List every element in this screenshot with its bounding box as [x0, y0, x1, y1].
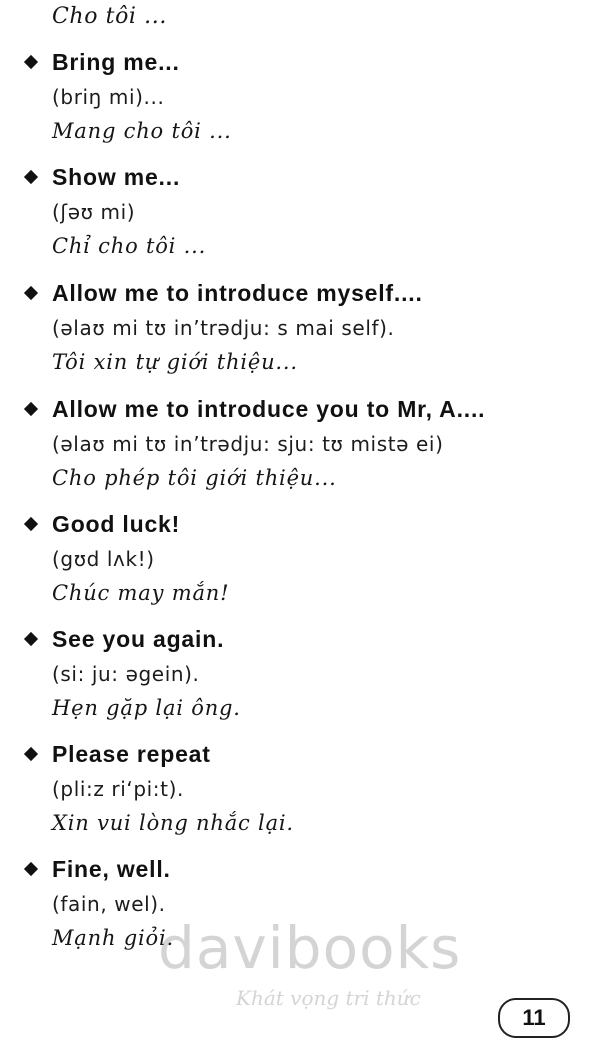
english-phrase: Fine, well.	[52, 855, 171, 882]
pronunciation: (fain, wel).	[52, 892, 166, 916]
pronunciation: (ʃəʊ mi)	[52, 200, 136, 224]
english-phrase: Allow me to introduce you to Mr, A....	[52, 395, 486, 422]
english-phrase: See you again.	[52, 625, 225, 652]
diamond-bullet-icon	[24, 862, 38, 876]
watermark-tagline: Khát vọng tri thức	[236, 986, 421, 1010]
pronunciation: (si: ju: əgein).	[52, 662, 200, 686]
page-number-badge	[498, 998, 570, 1038]
vietnamese-translation: Cho phép tôi giới thiệu...	[52, 466, 337, 490]
vietnamese-translation: Chỉ cho tôi ...	[52, 234, 207, 258]
pronunciation: (əlaʊ mi tʊ in’trədju: s mai self).	[52, 316, 395, 340]
entry-headline	[26, 393, 586, 425]
diamond-bullet-icon	[24, 747, 38, 761]
pronunciation: (gʊd lʌk!)	[52, 547, 155, 571]
entry-headline	[26, 623, 586, 655]
diamond-bullet-icon	[24, 402, 38, 416]
phrase-entry-good-luck	[26, 508, 586, 610]
english-phrase: Bring me...	[52, 48, 180, 75]
pronunciation: (pli:z ri‘pi:t).	[52, 777, 184, 801]
phrase-entry-show-me	[26, 161, 586, 263]
diamond-bullet-icon	[24, 632, 38, 646]
phrase-entry-introduce-myself	[26, 277, 586, 379]
entry-headline	[26, 853, 586, 885]
phrase-entry-please-repeat	[26, 738, 586, 840]
phrase-entry-introduce-you	[26, 393, 586, 495]
diamond-bullet-icon	[24, 170, 38, 184]
entry-headline	[26, 508, 586, 540]
watermark-brand: davibooks	[158, 914, 462, 982]
vietnamese-translation: Chúc may mắn!	[52, 581, 230, 605]
entry-headline	[26, 161, 586, 193]
diamond-bullet-icon	[24, 517, 38, 531]
english-phrase: Good luck!	[52, 510, 181, 537]
vietnamese-translation: Xin vui lòng nhắc lại.	[52, 811, 294, 835]
diamond-bullet-icon	[24, 55, 38, 69]
phrase-entry-see-you-again	[26, 623, 586, 725]
intro-translation: Cho tôi ...	[52, 4, 167, 29]
pronunciation: (əlaʊ mi tʊ in’trədju: sju: tʊ mistə ei)	[52, 432, 444, 456]
english-phrase: Show me...	[52, 163, 181, 190]
page-number: 11	[522, 1005, 546, 1030]
vietnamese-translation: Tôi xin tự giới thiệu...	[52, 350, 298, 374]
vietnamese-translation: Hẹn gặp lại ông.	[52, 696, 241, 720]
entry-headline	[26, 738, 586, 770]
entry-headline	[26, 277, 586, 309]
watermark	[158, 914, 462, 1014]
diamond-bullet-icon	[24, 286, 38, 300]
pronunciation: (briŋ mi)...	[52, 85, 165, 109]
vietnamese-translation: Mạnh giỏi.	[52, 926, 174, 950]
entry-headline	[26, 46, 586, 78]
vietnamese-translation: Mang cho tôi ...	[52, 119, 232, 143]
phrase-entry-bring-me	[26, 46, 586, 148]
english-phrase: Please repeat	[52, 740, 211, 767]
english-phrase: Allow me to introduce myself....	[52, 279, 423, 306]
